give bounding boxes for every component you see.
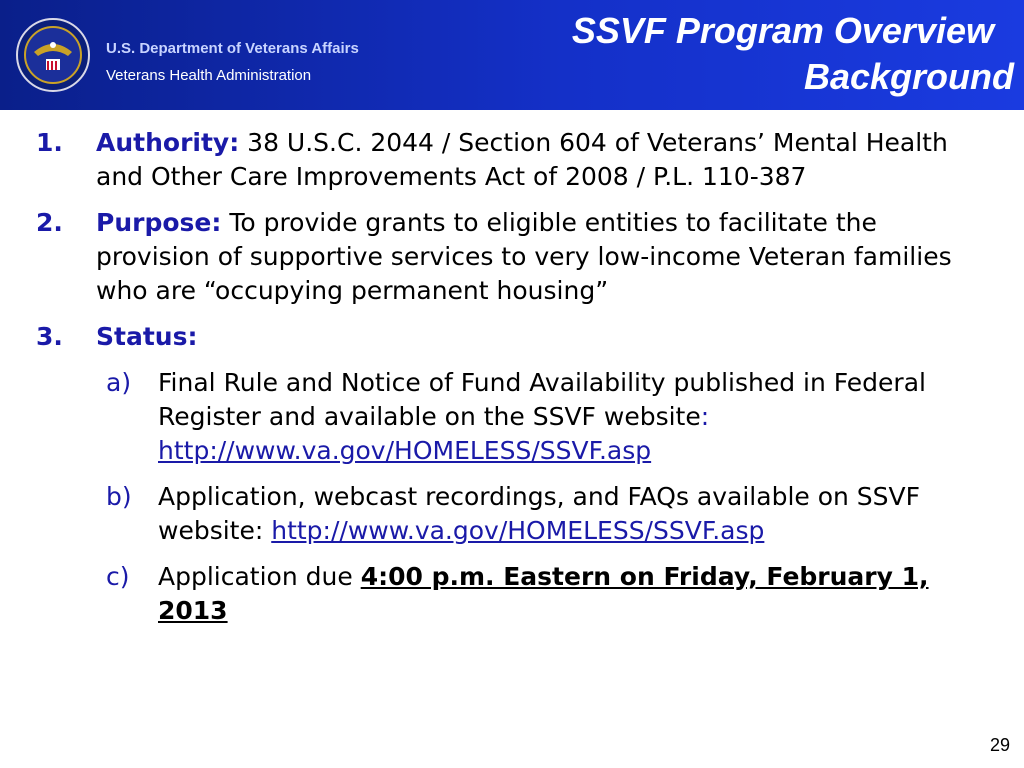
sub-item-b xyxy=(36,480,996,548)
sub-item-text: Application, webcast recordings, and FAQs available on SSVF website: xyxy=(158,482,921,545)
slide-content xyxy=(36,126,996,640)
sub-item-c xyxy=(36,560,996,628)
item-label: Authority: xyxy=(96,128,240,157)
sub-item-letter: a) xyxy=(106,368,132,397)
administration-name: Veterans Health Administration xyxy=(106,67,312,84)
header-banner xyxy=(0,0,1024,110)
ssvf-website-link[interactable]: http://www.va.gov/HOMELESS/SSVF.asp xyxy=(271,516,765,545)
item-number: 2. xyxy=(36,208,63,237)
va-seal-icon xyxy=(16,18,90,92)
item-text: To provide grants to eligible entities to facilitate the provision of supportive services to very low-income Veteran families who are “occupying permanent housing” xyxy=(96,208,952,305)
list-item-status xyxy=(36,320,996,354)
item-number: 3. xyxy=(36,322,63,351)
sub-item-letter: c) xyxy=(106,562,130,591)
item-label: Purpose: xyxy=(96,208,222,237)
slide-title-line2: Background xyxy=(803,56,1014,97)
due-date-emphasis: 4:00 p.m. Eastern on Friday, February 1, 2013 xyxy=(158,562,929,625)
list-item-purpose xyxy=(36,206,996,308)
sub-item-colon: : xyxy=(700,402,710,431)
sub-item-text: Final Rule and Notice of Fund Availability published in Federal Register and available on the SSVF website xyxy=(158,368,926,431)
slide-title-line1: SSVF Program Overview xyxy=(571,10,994,51)
item-number: 1. xyxy=(36,128,63,157)
department-name: U.S. Department of Veterans Affairs xyxy=(106,40,359,57)
item-text: 38 U.S.C. 2044 / Section 604 of Veterans’ Mental Health and Other Care Improvements Act of 2008 / P.L. 110-387 xyxy=(96,128,948,191)
sub-item-a xyxy=(36,366,996,468)
list-item-authority xyxy=(36,126,996,194)
sub-item-letter: b) xyxy=(106,482,132,511)
sub-item-text: Application due xyxy=(158,562,361,591)
ssvf-website-link[interactable]: http://www.va.gov/HOMELESS/SSVF.asp xyxy=(158,436,652,465)
slide-title xyxy=(572,8,1014,100)
item-label: Status: xyxy=(96,322,198,351)
page-number: 29 xyxy=(989,735,1010,755)
